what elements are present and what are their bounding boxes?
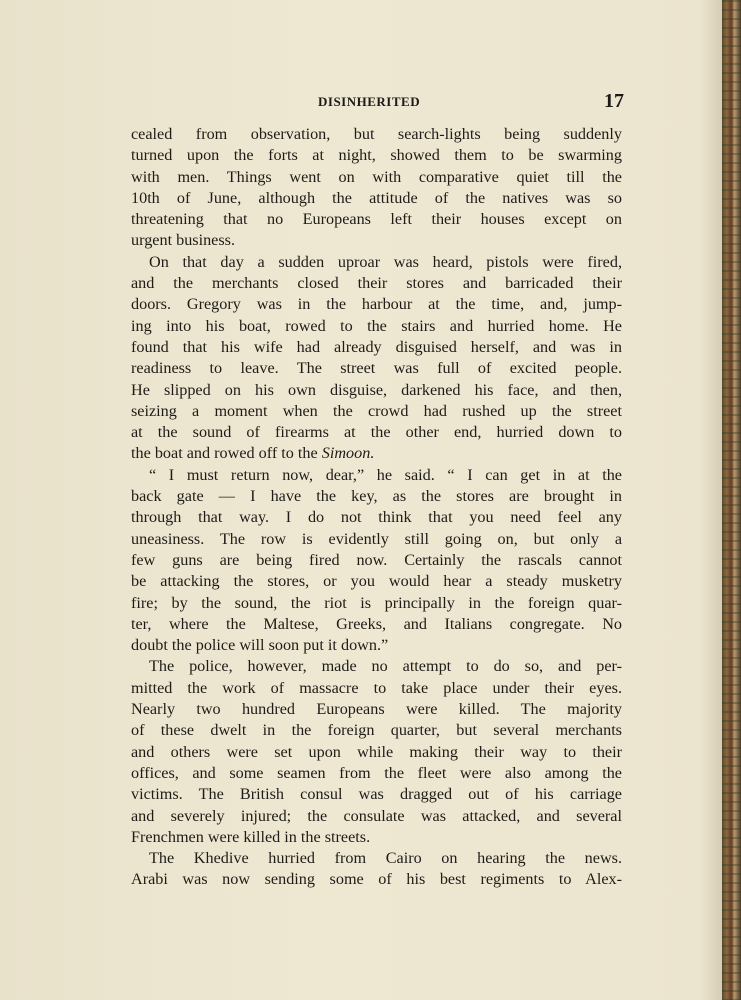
book-binding-texture — [722, 0, 741, 1000]
text-line — [131, 124, 622, 145]
text-line-content: The police, however, made no attempt to do so, and per- — [149, 657, 622, 676]
text-line — [131, 614, 622, 635]
text-line-content: be attacking the stores, or you would hear a steady musketry — [131, 572, 622, 591]
text-line — [131, 593, 622, 614]
text-line-content: doors. Gregory was in the harbour at the time, and, jump- — [131, 295, 622, 314]
text-line-content: at the sound of firearms at the other end, hurried down to — [131, 423, 622, 442]
text-line — [131, 337, 622, 358]
text-line-content: uneasiness. The row is evidently still going on, but only a — [131, 529, 622, 548]
text-line-content: and severely injured; the consulate was attacked, and several — [131, 806, 622, 825]
text-line-content: Frenchmen were killed in the streets. — [131, 827, 371, 846]
text-line-content: offices, and some seamen from the fleet were also among the — [131, 763, 622, 782]
text-line-content: and the merchants closed their stores and barricaded their — [131, 274, 622, 293]
text-line — [131, 316, 622, 337]
text-line — [131, 167, 622, 188]
page-header — [318, 90, 628, 114]
text-line — [131, 763, 622, 784]
text-line — [131, 209, 622, 230]
body-text — [131, 124, 622, 891]
text-line — [131, 486, 622, 507]
text-line-content: of these dwelt in the foreign quarter, but several merchants — [131, 721, 622, 740]
text-line — [131, 252, 622, 273]
text-line-content: cealed from observation, but search-lights being suddenly — [131, 125, 622, 143]
text-line-content: ing into his boat, rowed to the stairs and hurried home. He — [131, 316, 622, 335]
text-line-content: the boat and rowed off to the — [131, 444, 322, 463]
text-line — [131, 699, 622, 720]
italic-ship-name: Simoon. — [321, 444, 375, 463]
text-line-content: back gate — I have the key, as the stores are brought in — [131, 487, 622, 506]
text-line — [131, 188, 622, 209]
text-line-content: through that way. I do not think that you need feel any — [131, 508, 622, 527]
text-line — [131, 422, 622, 443]
text-line — [131, 806, 622, 827]
text-line — [131, 656, 622, 677]
text-line — [131, 571, 622, 592]
text-line — [131, 678, 622, 699]
text-line-content: seizing a moment when the crowd had rushed up the street — [131, 401, 622, 420]
text-line — [131, 443, 622, 464]
text-line-content: with men. Things went on with comparative quiet till the — [131, 167, 622, 186]
text-line — [131, 869, 622, 890]
text-line — [131, 358, 622, 379]
text-line-content: and others were set upon while making their way to their — [131, 742, 622, 761]
text-line-content: He slipped on his own disguise, darkened his face, and then, — [131, 380, 622, 399]
text-line — [131, 529, 622, 550]
text-line-content: ter, where the Maltese, Greeks, and Italians congregate. No — [131, 614, 622, 633]
text-line-content: turned upon the forts at night, showed them to be swarming — [131, 146, 622, 165]
text-line-content: mitted the work of massacre to take place under their eyes. — [131, 678, 622, 697]
text-line — [131, 784, 622, 805]
text-line-content: threatening that no Europeans left their houses except on — [131, 210, 622, 229]
text-line — [131, 273, 622, 294]
text-line — [131, 507, 622, 528]
text-line — [131, 145, 622, 166]
text-line-content: victims. The British consul was dragged out of his carriage — [131, 785, 622, 804]
text-line-content: readiness to leave. The street was full of excited people. — [131, 359, 622, 378]
text-line-content: few guns are being fired now. Certainly the rascals cannot — [131, 550, 622, 569]
text-line — [131, 380, 622, 401]
text-line-content: “ I must return now, dear,” he said. “ I can get in at the — [149, 465, 622, 484]
text-line — [131, 401, 622, 422]
text-line — [131, 848, 622, 869]
text-line-content: found that his wife had already disguised herself, and was in — [131, 337, 622, 356]
text-line — [131, 294, 622, 315]
text-line — [131, 635, 622, 656]
page-edge-shadow — [700, 0, 722, 1000]
text-line-content: urgent business. — [131, 231, 236, 250]
text-line — [131, 720, 622, 741]
text-line-content: 10th of June, although the attitude of the natives was so — [131, 188, 622, 207]
text-line-content: doubt the police will soon put it down.” — [131, 636, 389, 655]
running-title: DISINHERITED — [318, 94, 421, 109]
text-line-content: Arabi was now sending some of his best regiments to Alex- — [131, 870, 622, 889]
text-line — [131, 550, 622, 571]
text-line — [131, 465, 622, 486]
text-line-content: fire; by the sound, the riot is principally in the foreign quar- — [131, 593, 622, 612]
text-line — [131, 742, 622, 763]
text-line-content: Nearly two hundred Europeans were killed. The majority — [131, 700, 622, 719]
text-line-content: The Khedive hurried from Cairo on hearing the news. — [149, 849, 622, 868]
text-line — [131, 827, 622, 848]
text-line — [131, 230, 622, 251]
text-line-content: On that day a sudden uproar was heard, pistols were fired, — [149, 252, 622, 271]
page-number: 17 — [604, 90, 624, 112]
